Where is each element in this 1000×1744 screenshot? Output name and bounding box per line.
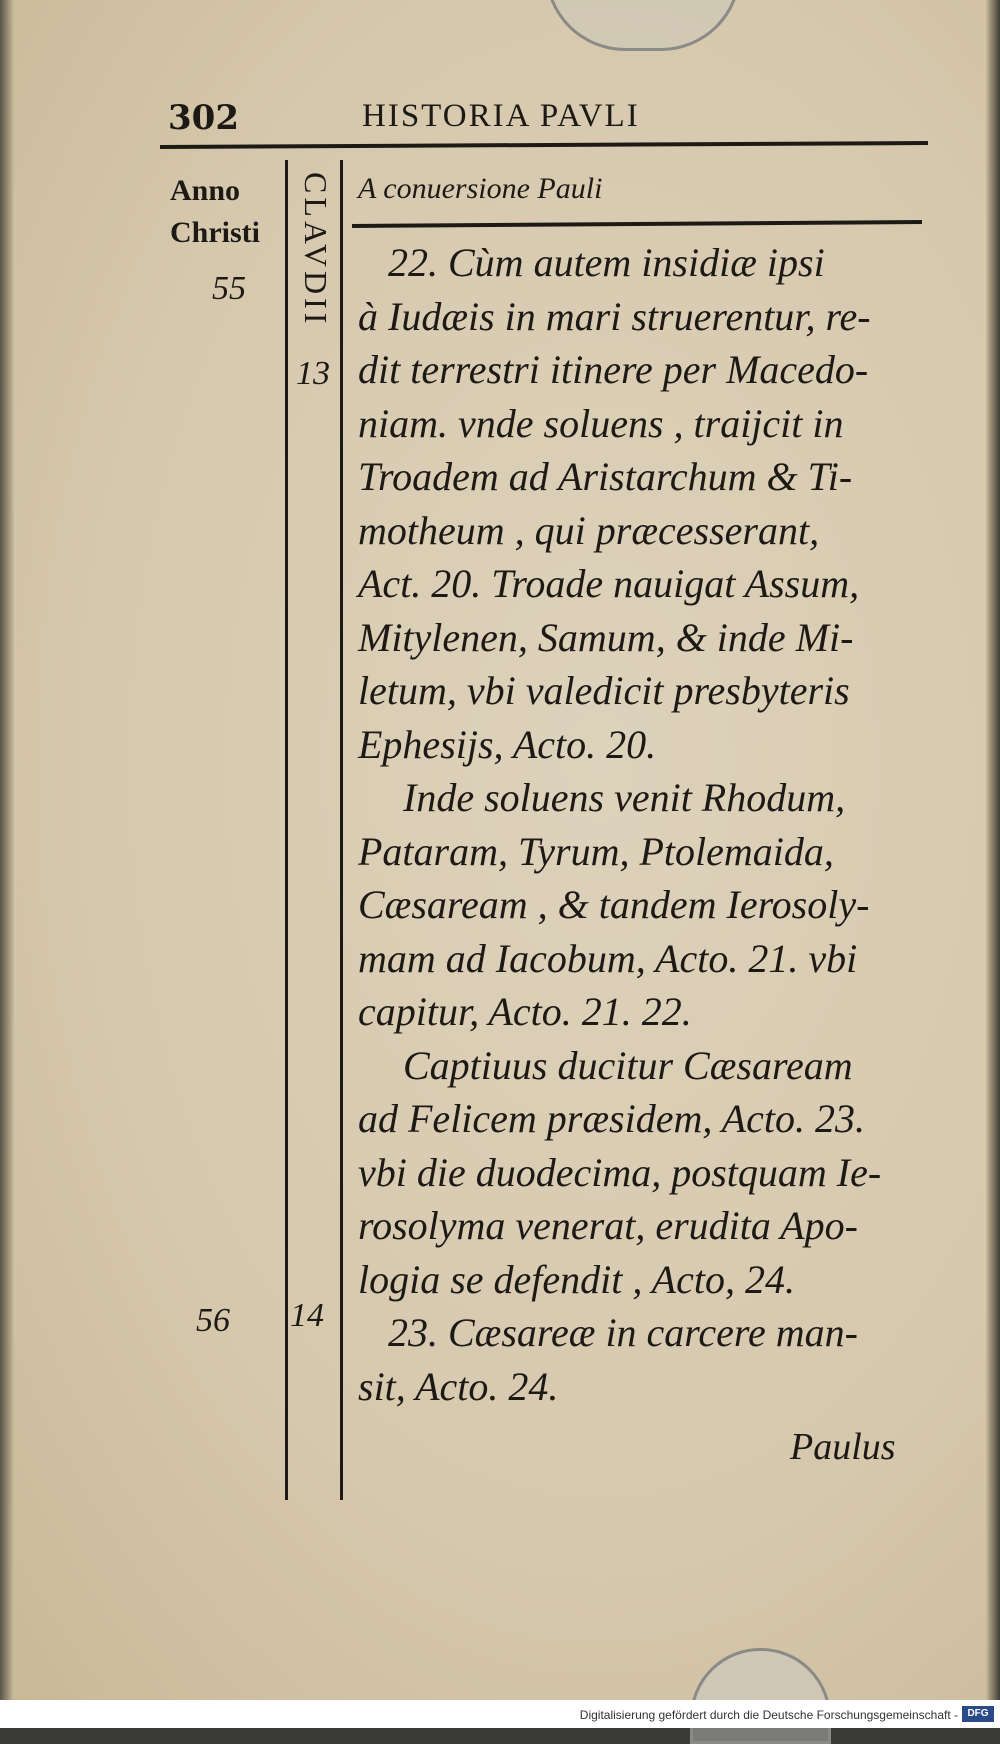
text-line: Ephesijs, Acto. 20. [358, 721, 657, 767]
text-line: Cæsaream , & tandem Ierosoly- [358, 882, 870, 927]
body-text [358, 236, 923, 1413]
dfg-logo-icon: DFG [962, 1706, 994, 1722]
margin-heading-anno: Anno [170, 174, 241, 207]
text-line: rosolyma venerat, erudita Apo- [358, 1203, 858, 1248]
text-line: à Iudæis in mari struerentur, re- [358, 293, 871, 339]
column-heading: A conuersione Pauli [358, 172, 603, 205]
text-line: mam ad Iacobum, Acto. 21. vbi [358, 935, 858, 981]
text-line: sit, Acto. 24. [358, 1363, 559, 1409]
text-line: niam. vnde soluens , traijcit in [358, 400, 844, 446]
text-line: Mitylenen, Samum, & inde Mi- [358, 614, 854, 660]
text-line: Troadem ad Aristarchum & Ti- [358, 454, 853, 499]
digitization-footer [0, 1700, 1000, 1728]
text-line: Act. 20. Troade nauigat Assum, [358, 561, 860, 606]
catchword: Paulus [790, 1426, 896, 1468]
column-heading-rule [352, 220, 922, 228]
glass-clip-top [545, 0, 741, 51]
reign-year-number: 14 [290, 1297, 324, 1334]
margin-heading-christi: Christi [170, 216, 260, 249]
emperor-column-heading: CLAVDII [298, 172, 334, 328]
text-line: motheum , qui præcesserant, [358, 507, 820, 553]
text-line: Captiuus ducitur Cæsaream [403, 1042, 853, 1088]
column-rule-left [285, 160, 288, 1500]
text-line: 23. Cæsareæ in carcere man- [388, 1310, 858, 1355]
page-edge-right [986, 0, 1000, 1700]
reign-year-number: 13 [296, 355, 330, 392]
text-line: ad Felicem præsidem, Acto. 23. [358, 1096, 865, 1141]
text-line: dit terrestri itinere per Macedo- [358, 347, 869, 392]
text-line: vbi die duodecima, postquam Ie- [358, 1149, 882, 1195]
text-line: Inde soluens venit Rhodum, [403, 775, 846, 820]
text-line: logia se defendit , Acto, 24. [358, 1256, 795, 1302]
text-line: capitur, Acto. 21. 22. [358, 989, 692, 1034]
column-rule-right [340, 160, 343, 1500]
year-number: 55 [212, 270, 246, 307]
text-line: letum, vbi valedicit presbyteris [358, 668, 850, 713]
text-line: Pataram, Tyrum, Ptolemaida, [358, 828, 834, 874]
year-number: 56 [196, 1302, 230, 1339]
text-line: 22. Cùm autem insidiæ ipsi [388, 240, 825, 285]
header-rule [160, 141, 928, 149]
running-head: HISTORIA PAVLI [362, 98, 640, 134]
footer-credit: Digitalisierung gefördert durch die Deutsche Forschungsgemeinschaft - [579, 1708, 958, 1722]
page-number: 302 [168, 98, 239, 138]
margin-heading [170, 170, 260, 254]
page-edge-left [0, 0, 14, 1700]
